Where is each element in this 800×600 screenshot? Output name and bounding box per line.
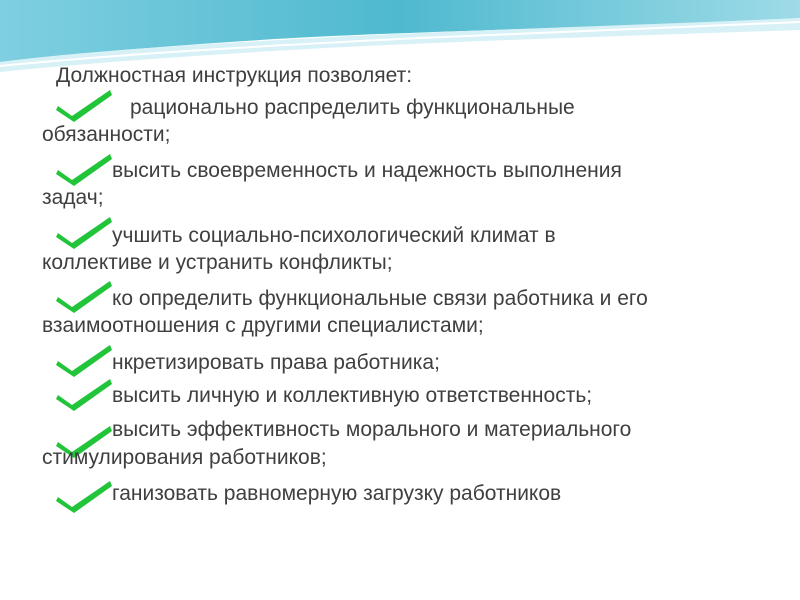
list-item-text-line1: высить своевременность и надежность выполнения xyxy=(112,159,622,182)
green-checkmark-icon xyxy=(54,341,114,379)
green-checkmark-icon xyxy=(54,277,114,315)
list-item-text-line2: стимулирования работников; xyxy=(42,446,327,469)
list-item-text-line1: рационально распределить функциональные xyxy=(130,96,575,119)
list-item-text-line2: взаимоотношения с другими специалистами; xyxy=(42,314,484,337)
green-checkmark-icon xyxy=(54,477,114,515)
list-item-text-line1: учшить социально-психологический климат в xyxy=(112,224,556,247)
green-checkmark-icon xyxy=(54,375,114,413)
green-checkmark-icon xyxy=(54,213,114,251)
green-checkmark-icon xyxy=(54,86,114,124)
list-item-text-line2: обязанности; xyxy=(42,123,171,146)
list-item-text-line1: ко определить функциональные связи работника и его xyxy=(112,287,648,310)
green-checkmark-icon xyxy=(54,150,114,188)
list-item-text-line1: высить личную и коллективную ответственность; xyxy=(112,384,593,407)
list-item-text-line1: высить эффективность морального и материального xyxy=(112,418,632,441)
list-item-text-line1: ганизовать равномерную загрузку работников xyxy=(112,482,562,505)
list-item-text-line1: нкретизировать права работника; xyxy=(112,351,440,374)
list-item-text-line2: задач; xyxy=(42,186,104,209)
list-item-text-line2: коллективе и устранить конфликты; xyxy=(42,251,393,274)
slide-title: Должностная инструкция позволяет: xyxy=(56,64,413,87)
